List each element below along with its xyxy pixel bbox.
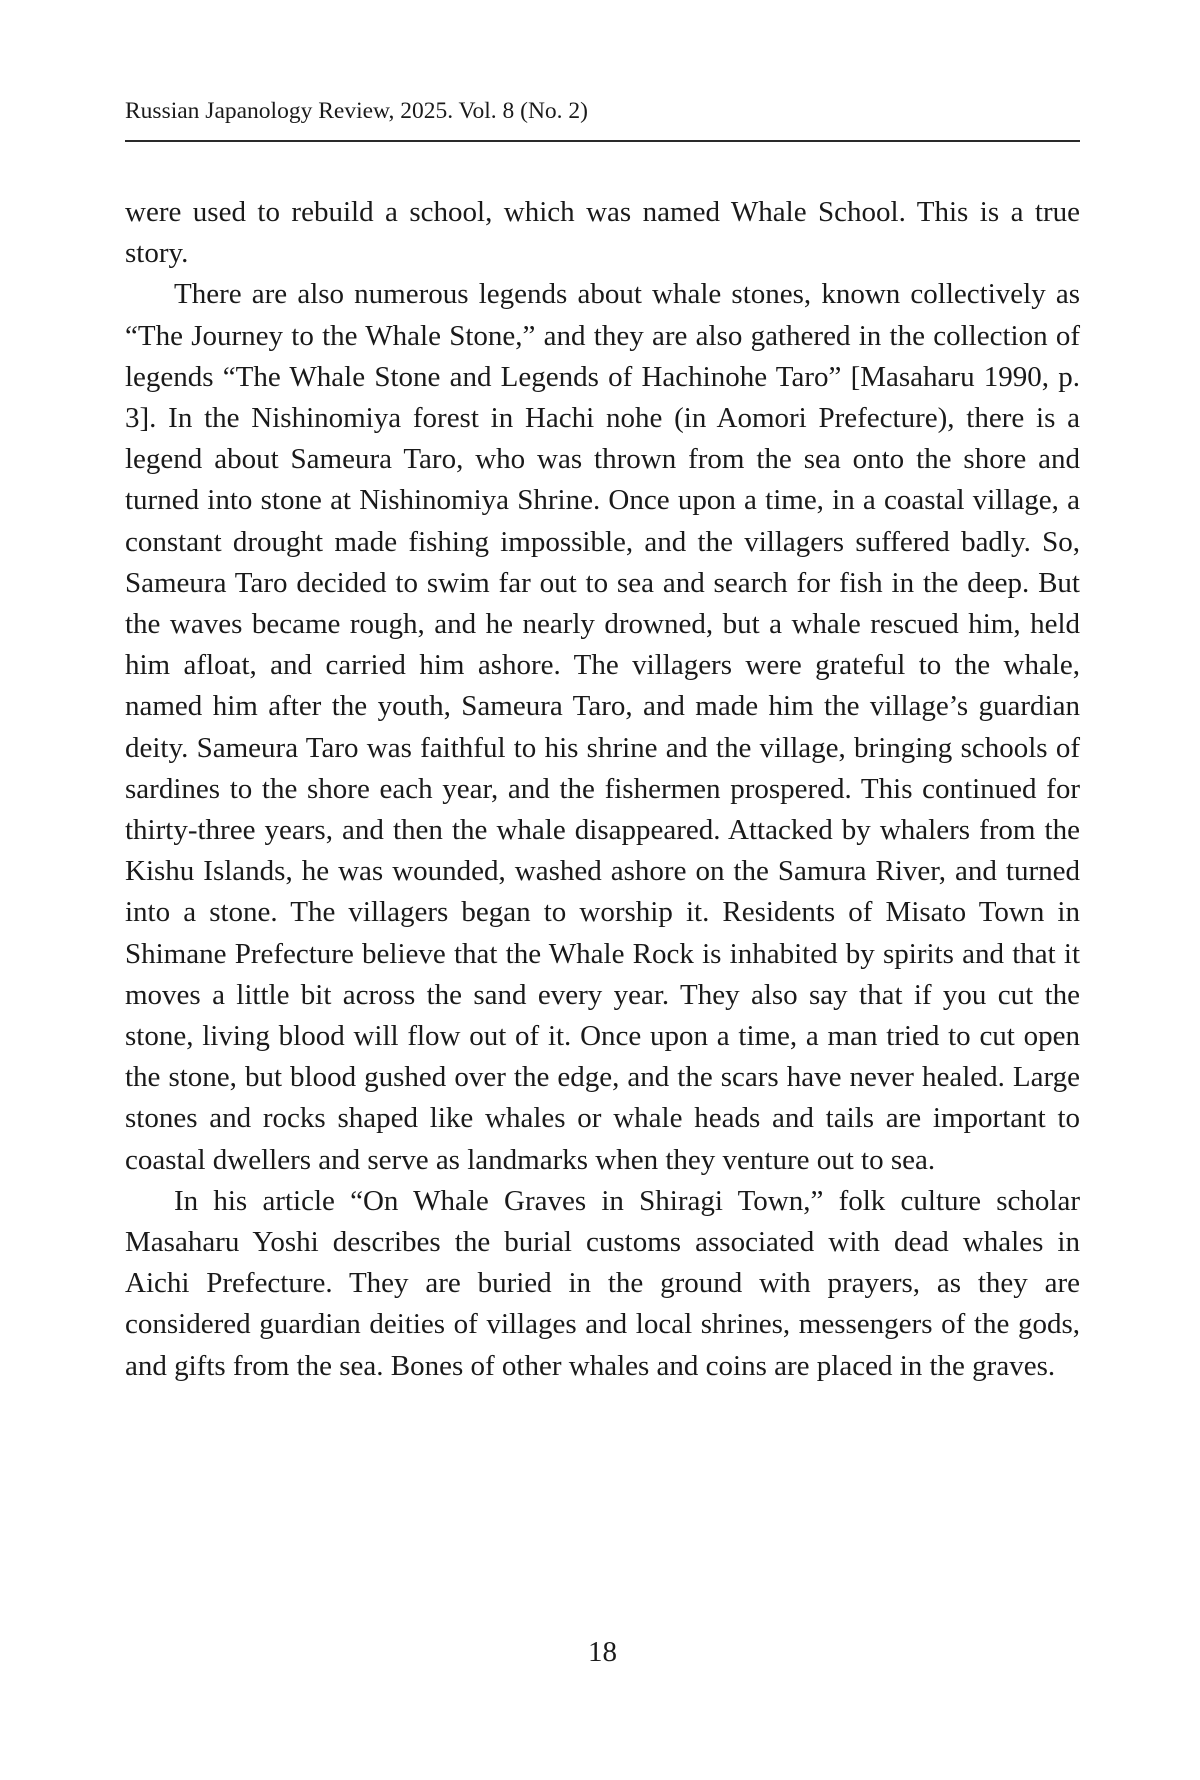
paragraph-continued: were used to rebuild a school, which was named Whale School. This is a true story. [125, 196, 1080, 270]
running-header: Russian Japanology Review, 2025. Vol. 8 (No. 2) [125, 98, 589, 124]
paragraph-whale-stone-legends: There are also numerous legends about whale stones, known collectively as “The Journey to the Whale Stone,” and they are also gathered in the collection of legends “The Whale Stone and Legends of Hachinohe Taro” [Masaharu 1990, p. 3]. In the Nishinomiya forest in Hachi nohe (in Aomori Prefecture), there is a legend about Sameura Taro, who was thrown from the sea onto the shore and turned into stone at Nishinomiya Shrine. Once upon a time, in a coastal village, a constant drought made fishing impossible, and the villagers suffered badly. So, Sameura Taro decided to swim far out to sea and search for fish in the deep. But the waves became rough, and he nearly drowned, but a whale rescued him, held him afloat, and carried him ashore. The villagers were grateful to the whale, named him after the youth, Sameura Taro, and made him the village’s guardian deity. Sameura Taro was faithful to his shrine and the village, bringing schools of sardines to the shore each year, and the fishermen prospered. This continued for thirty-three years, and then the whale disappeared. Attacked by whalers from the Kishu Islands, he was wounded, washed ashore on the Samura River, and turned into a stone. The villagers began to worship it. Residents of Misato Town in Shimane Prefecture believe that the Whale Rock is inhabited by spirits and that it moves a little bit across the sand every year. They also say that if you cut the stone, living blood will flow out of it. Once upon a time, a man tried to cut open the stone, but blood gushed over the edge, and the scars have never healed. Large stones and rocks shaped like whales or whale heads and tails are important to coastal dwellers and serve as landmarks when they venture out to sea. [125, 278, 1080, 1176]
body-text [125, 192, 1080, 1387]
page-number: 18 [588, 1636, 617, 1668]
header-divider [125, 140, 1080, 142]
document-page [125, 0, 1080, 1780]
paragraph-whale-graves: In his article “On Whale Graves in Shiragi Town,” folk culture scholar Masaharu Yoshi describes the burial customs associated with dead whales in Aichi Prefecture. They are buried in the ground with prayers, as they are considered guardian deities of villages and local shrines, messengers of the gods, and gifts from the sea. Bones of other whales and coins are placed in the graves. [125, 1184, 1080, 1382]
